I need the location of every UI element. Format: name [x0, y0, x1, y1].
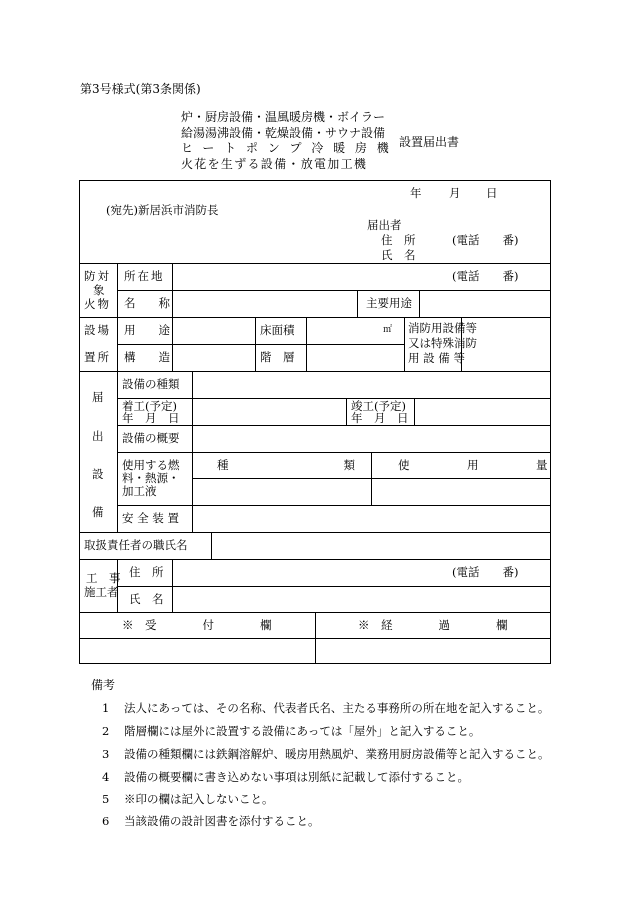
overview-label: 設備の概要 — [122, 431, 180, 445]
date-year: 年 — [410, 186, 422, 200]
contractor-label-1: 工 事 — [86, 571, 121, 585]
note-item: 5 ※印の欄は記入しないこと。 — [102, 792, 274, 806]
note-item: 6 当該設備の設計図書を添付すること。 — [102, 814, 320, 828]
location-phone-label: (電話 番) — [452, 269, 519, 283]
note-item: 2 階層欄には屋外に設置する設備にあっては「屋外」と記入すること。 — [102, 724, 481, 738]
start-date-label-1: 着工(予定) — [122, 399, 177, 413]
equipment-list — [181, 110, 399, 172]
floor-label: 階 層 — [260, 350, 295, 364]
target-label-1: 防対 — [84, 269, 111, 283]
equipment-line-2: 給湯湯沸設備・乾燥設備・サウナ設備 — [181, 125, 386, 140]
start-date-label-2: 年 月 日 — [122, 411, 180, 425]
contractor-phone-label: (電話 番) — [452, 565, 519, 579]
notifier-name-label: 氏 名 — [381, 248, 416, 262]
structure-label: 構 造 — [124, 350, 170, 364]
notifier-phone-label: (電話 番) — [452, 233, 519, 247]
location-label: 所在地 — [124, 269, 165, 283]
notes-title: 備考 — [91, 678, 116, 692]
fuel-label-3: 加工液 — [122, 484, 157, 498]
equipment-section-char-2: 出 — [92, 429, 104, 443]
area-unit: ㎡ — [383, 325, 393, 335]
main-use-label: 主要用途 — [366, 296, 412, 310]
document-title: 設置届出書 — [399, 135, 460, 149]
note-item: 1 法人にあっては、その名称、代表者氏名、主たる事務所の所在地を記入すること。 — [102, 701, 550, 715]
date-day: 日 — [486, 186, 498, 200]
place-label-bottom: 置所 — [84, 350, 111, 364]
progress-column-label: ※ 経 過 欄 — [358, 618, 508, 632]
name-label: 名 称 — [124, 296, 170, 310]
floor-area-label: 床面積 — [260, 323, 295, 337]
equipment-section-char-4: 備 — [92, 505, 104, 519]
fuel-label-2: 料・熱源・ — [122, 471, 180, 485]
note-item: 3 設備の種類欄には鉄鋼溶解炉、暖房用熱風炉、業務用厨房設備等と記入すること。 — [102, 747, 550, 761]
place-label-top: 設場 — [84, 323, 111, 337]
note-item: 4 設備の概要欄に書き込めない事項は別紙に記載して添付すること。 — [102, 770, 469, 784]
completion-date-label-2: 年 月 日 — [351, 411, 409, 425]
fuel-kind-label: 種 類 — [217, 458, 355, 472]
safety-device-label: 安 全 装 置 — [122, 511, 179, 525]
form-number: 第3号様式(第3条関係) — [80, 82, 201, 96]
contractor-label-2: 施工者 — [84, 585, 119, 599]
completion-date-label-1: 竣工(予定) — [351, 399, 406, 413]
manager-label: 取扱責任者の職氏名 — [84, 538, 188, 552]
contractor-name-label: 氏 名 — [129, 592, 164, 606]
fire-equipment-label-3: 用 設 備 等 — [408, 351, 465, 365]
equipment-section-char-3: 設 — [92, 467, 104, 481]
fuel-label-1: 使用する燃 — [122, 458, 180, 472]
equipment-type-label: 設備の種類 — [122, 377, 180, 391]
use-label: 用 途 — [124, 323, 170, 337]
target-label-2: 象 — [93, 283, 105, 297]
notifier-label: 届出者 — [367, 218, 402, 232]
contractor-address-label: 住 所 — [129, 565, 164, 579]
date-month: 月 — [449, 186, 461, 200]
fire-equipment-label-1: 消防用設備等 — [408, 321, 477, 335]
target-label-3: 火物 — [84, 297, 111, 311]
addressee: (宛先)新居浜市消防長 — [106, 203, 219, 217]
equipment-line-4: 火花を生ずる設備・放電加工機 — [181, 156, 368, 171]
equipment-section-char-1: 届 — [92, 390, 104, 404]
fire-equipment-label-2: 又は特殊消防 — [408, 336, 477, 350]
fuel-amount-label: 使 用 量 — [398, 458, 548, 472]
equipment-line-1: 炉・厨房設備・温風暖房機・ボイラー — [181, 110, 386, 124]
equipment-line-3: ヒートポンプ冷暖房機 — [181, 141, 399, 155]
reception-column-label: ※ 受 付 欄 — [122, 618, 272, 632]
notifier-address-label: 住 所 — [381, 233, 416, 247]
